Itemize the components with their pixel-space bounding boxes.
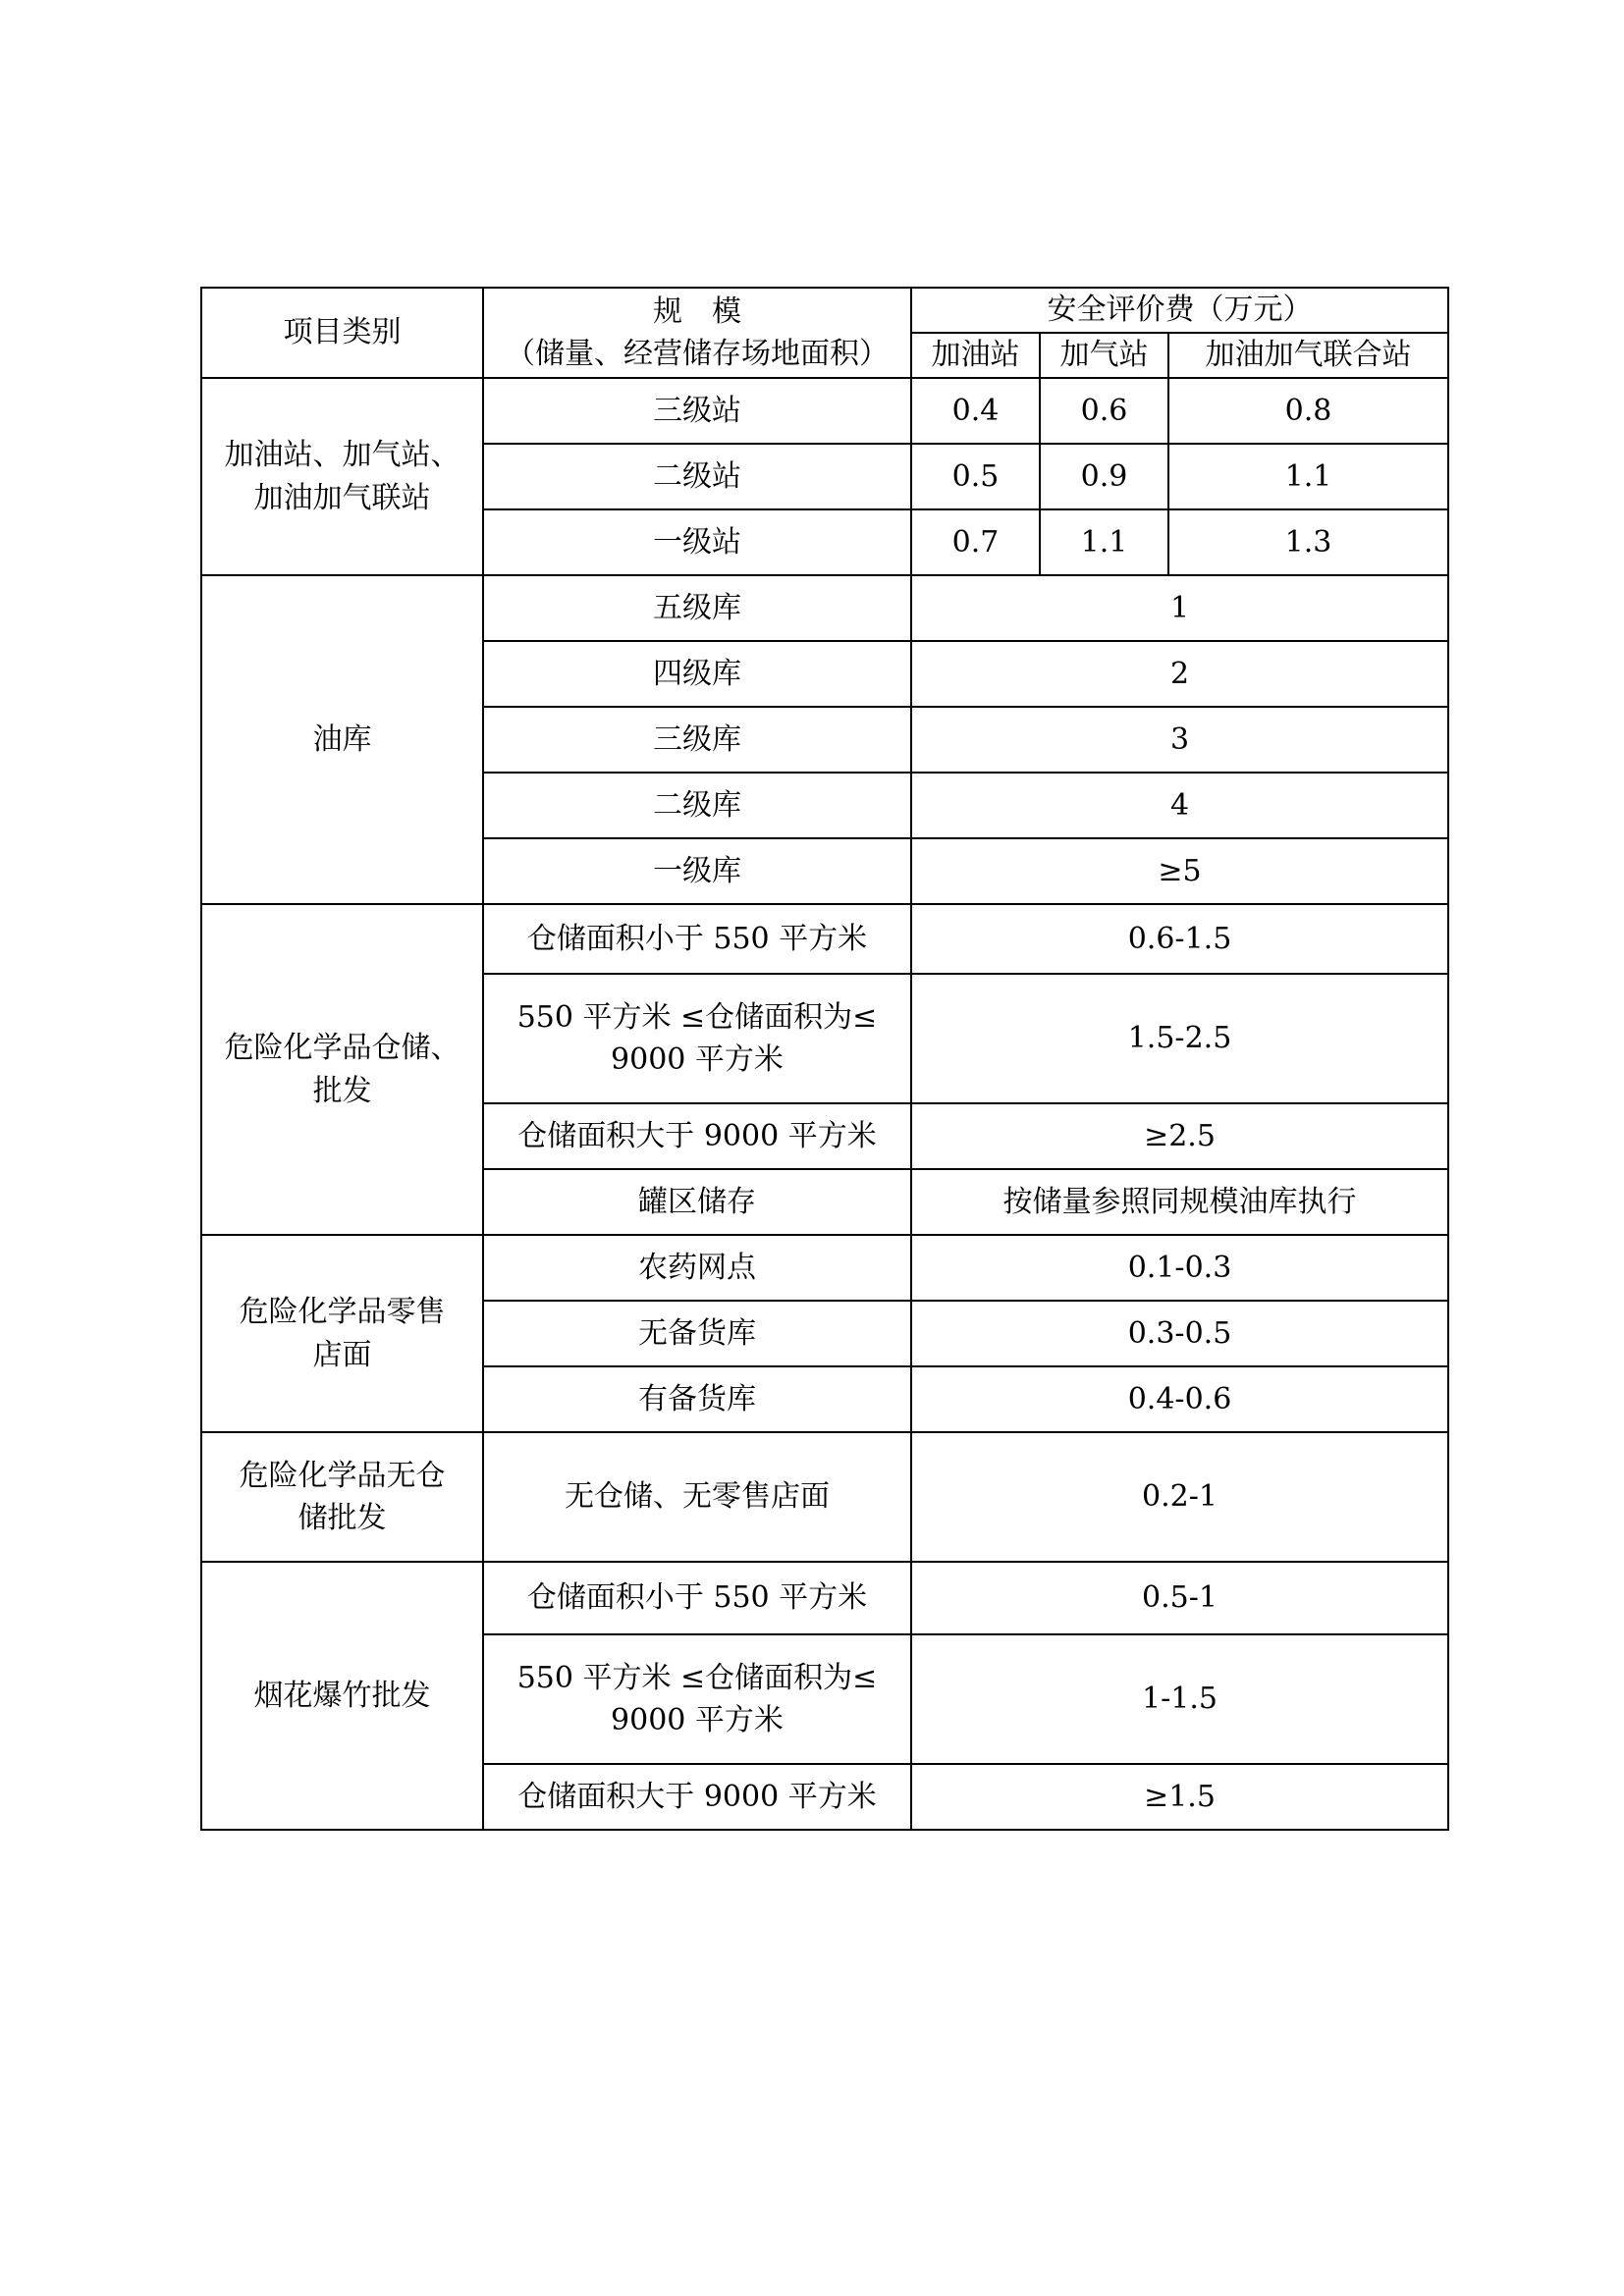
- fee-cell: 0.5-1: [911, 1562, 1448, 1634]
- fee-cell: 0.6-1.5: [911, 904, 1448, 974]
- scale-cell: 仓储面积小于 550 平方米: [483, 1562, 911, 1634]
- header-col-combined-station: 加油加气联合站: [1168, 333, 1448, 378]
- fee-cell: 1.1: [1168, 444, 1448, 509]
- fee-cell: ≥1.5: [911, 1764, 1448, 1830]
- scale-cell: 三级库: [483, 707, 911, 773]
- fee-cell: 0.6: [1040, 378, 1168, 444]
- scale-cell: 仓储面积大于 9000 平方米: [483, 1764, 911, 1830]
- header-category: 项目类别: [201, 288, 483, 378]
- fee-cell: 4: [911, 773, 1448, 838]
- scale-cell: 四级库: [483, 641, 911, 707]
- scale-cell: 仓储面积大于 9000 平方米: [483, 1103, 911, 1169]
- scale-cell: 550 平方米 ≤仓储面积为≤ 9000 平方米: [483, 974, 911, 1103]
- scale-cell: 二级库: [483, 773, 911, 838]
- category-oil-depot: 油库: [201, 575, 483, 904]
- scale-cell: 罐区储存: [483, 1169, 911, 1235]
- header-scale-subtitle: （储量、经营储存场地面积）: [506, 337, 889, 371]
- fee-cell: 0.8: [1168, 378, 1448, 444]
- scale-cell: 有备货库: [483, 1366, 911, 1432]
- fee-cell: 2: [911, 641, 1448, 707]
- fee-cell: ≥2.5: [911, 1103, 1448, 1169]
- fee-cell: 1: [911, 575, 1448, 641]
- fee-cell: ≥5: [911, 838, 1448, 904]
- scale-cell: 二级站: [483, 444, 911, 509]
- fee-cell: 0.5: [911, 444, 1040, 509]
- scale-cell: 仓储面积小于 550 平方米: [483, 904, 911, 974]
- header-scale: [483, 288, 911, 378]
- category-chem-retail: 危险化学品零售 店面: [201, 1235, 483, 1432]
- header-col-gas-station: 加油站: [911, 333, 1040, 378]
- scale-cell: 一级站: [483, 509, 911, 575]
- safety-assessment-fee-table: [200, 287, 1449, 1831]
- scale-cell: 550 平方米 ≤仓储面积为≤ 9000 平方米: [483, 1634, 911, 1764]
- scale-cell: 一级库: [483, 838, 911, 904]
- fee-cell: 0.7: [911, 509, 1040, 575]
- fee-cell: 0.4-0.6: [911, 1366, 1448, 1432]
- fee-cell: 0.9: [1040, 444, 1168, 509]
- header-scale-title: 规 模: [653, 294, 741, 329]
- category-chem-storage: 危险化学品仓储、 批发: [201, 904, 483, 1235]
- fee-cell: 1.1: [1040, 509, 1168, 575]
- scale-cell: 无仓储、无零售店面: [483, 1432, 911, 1562]
- scale-cell: 农药网点: [483, 1235, 911, 1301]
- category-fireworks: 烟花爆竹批发: [201, 1562, 483, 1830]
- fee-cell: 0.4: [911, 378, 1040, 444]
- fee-cell: 0.3-0.5: [911, 1301, 1448, 1366]
- fee-cell: 0.1-0.3: [911, 1235, 1448, 1301]
- scale-cell: 五级库: [483, 575, 911, 641]
- scale-cell: 三级站: [483, 378, 911, 444]
- fee-cell: 1.5-2.5: [911, 974, 1448, 1103]
- fee-cell: 1.3: [1168, 509, 1448, 575]
- header-fee-title: 安全评价费（万元）: [911, 288, 1448, 333]
- category-stations: 加油站、加气站、 加油加气联站: [201, 378, 483, 575]
- fee-cell: 1-1.5: [911, 1634, 1448, 1764]
- header-col-lpg-station: 加气站: [1040, 333, 1168, 378]
- scale-cell: 无备货库: [483, 1301, 911, 1366]
- fee-cell: 3: [911, 707, 1448, 773]
- fee-cell: 按储量参照同规模油库执行: [911, 1169, 1448, 1235]
- category-chem-no-storage: 危险化学品无仓 储批发: [201, 1432, 483, 1562]
- fee-cell: 0.2-1: [911, 1432, 1448, 1562]
